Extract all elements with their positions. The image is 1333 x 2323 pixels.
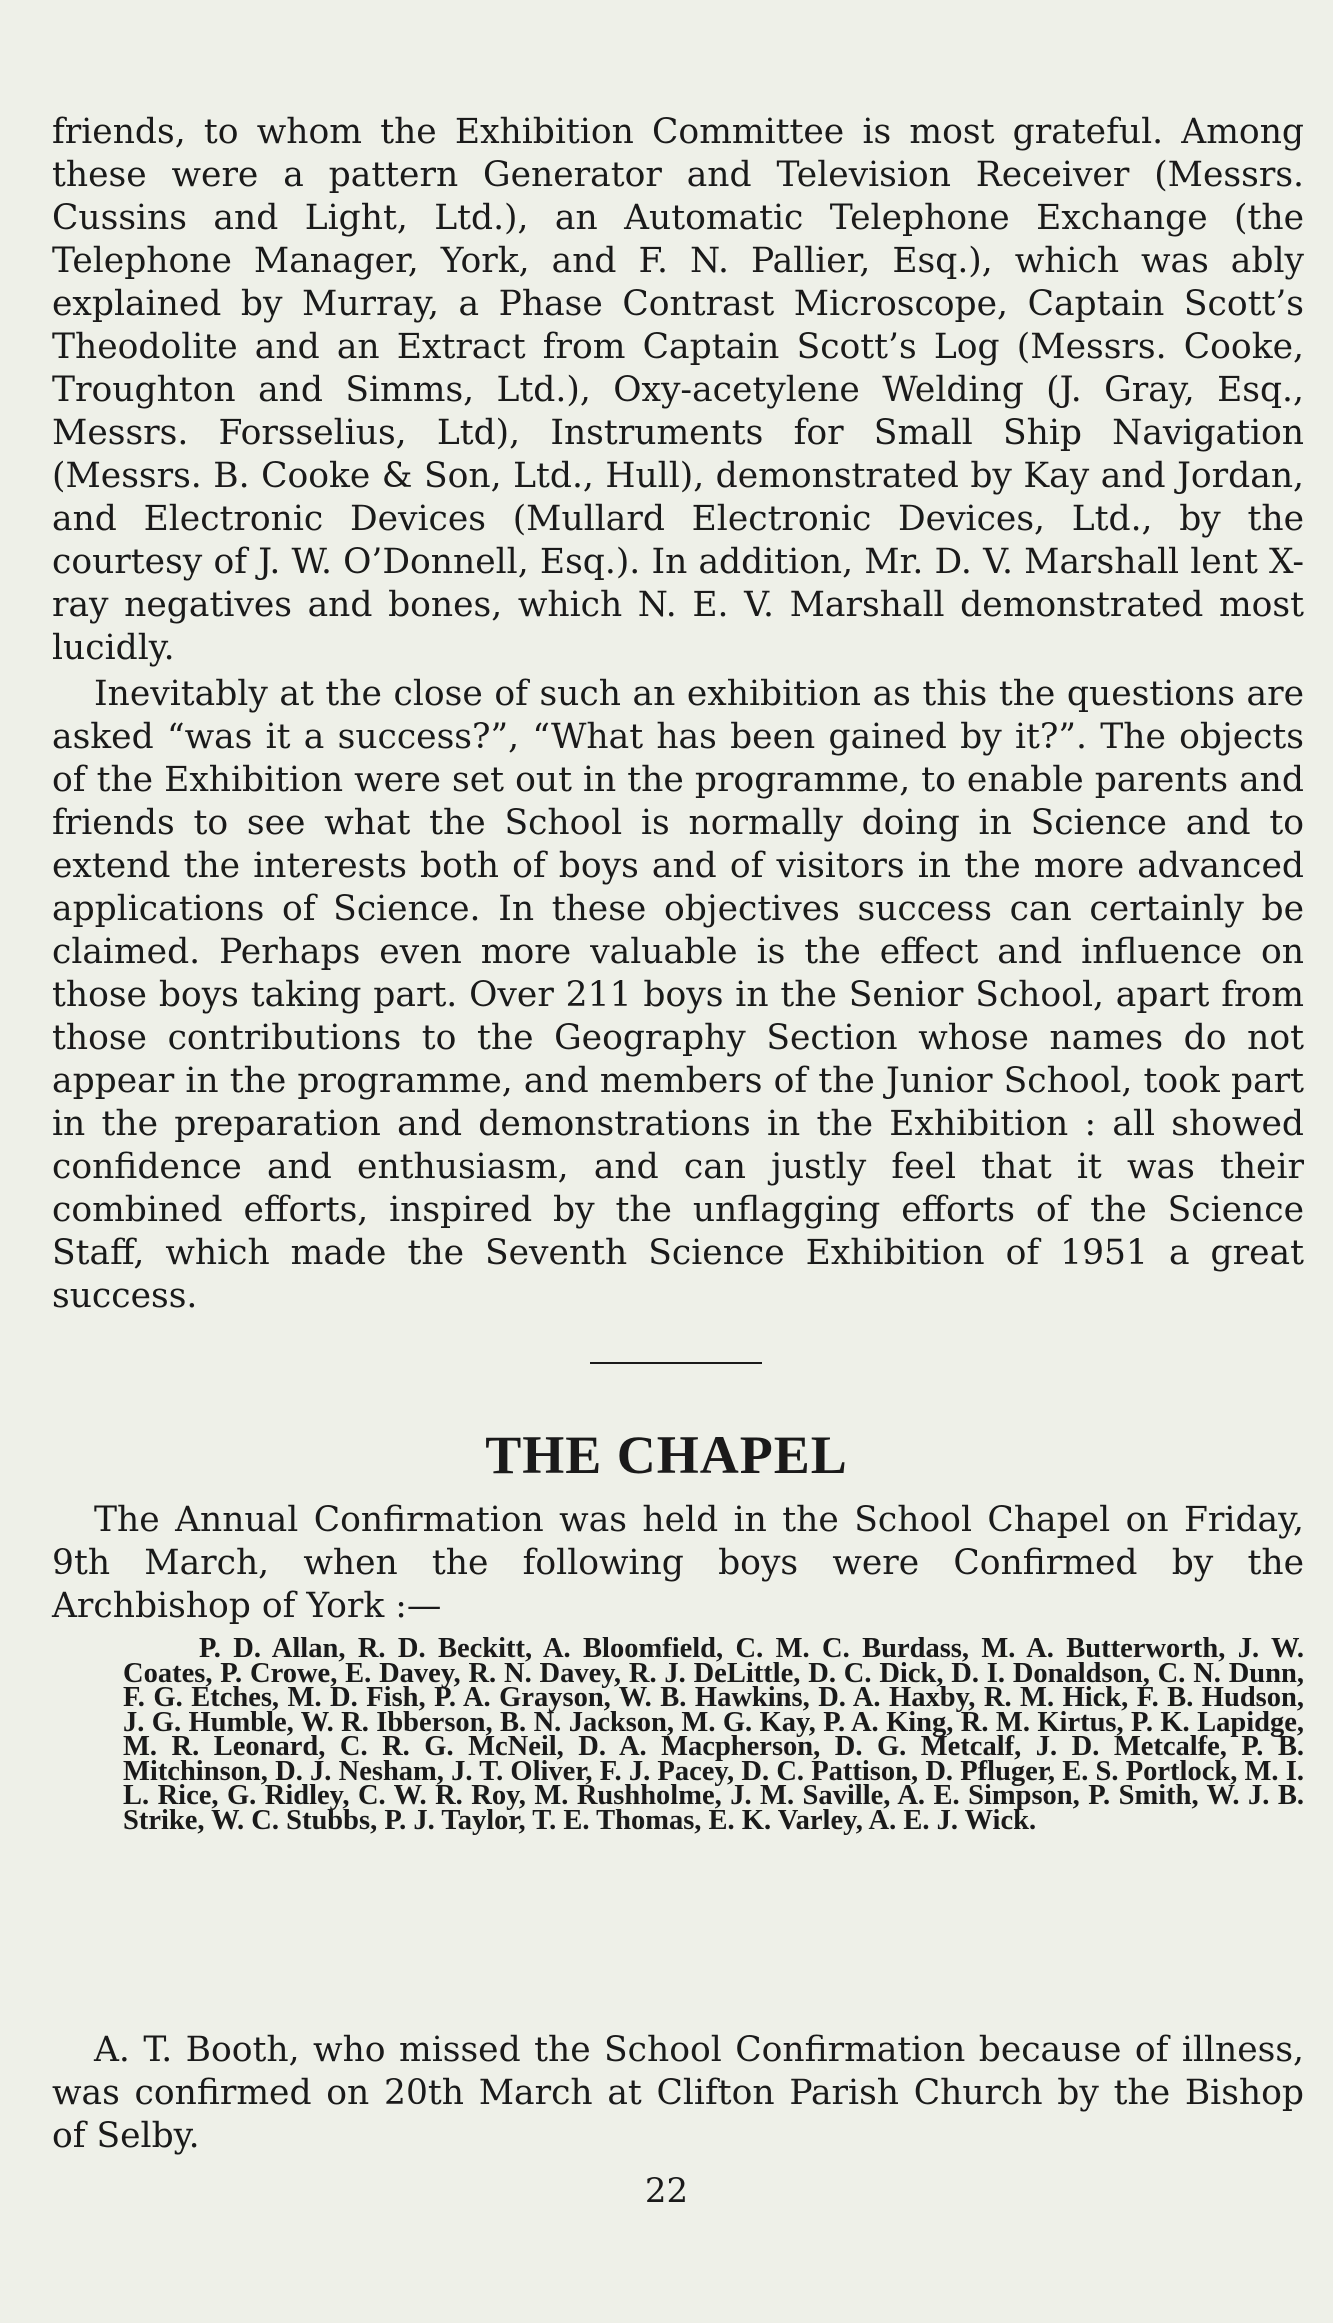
section-divider [590, 1362, 762, 1364]
exhibition-paragraph-2: Inevitably at the close of such an exhibition as this the questions are asked “was it a success?”, “What has been gained by it?”. The objects of the Exhibition were set out in the programme, to enable parents and friends to see what the School is normally doing in Science and to extend the interests both of boys and of visitors in the more advanced applications of Science. In these objectives success can certainly be claimed. Perhaps even more valuable is the effect and influence on those boys taking part. Over 211 boys in the Senior School, apart from those contributions to the Geography Section whose names do not appear in the programme, and members of the Junior School, took part in the preparation and demonstrations in the Exhibition : all showed confidence and enthusiasm, and can justly feel that it was their combined efforts, inspired by the unflagging efforts of the Science Staff, which made the Seventh Science Exhibition of 1951 a great success. [52, 674, 1304, 1316]
section-heading: THE CHAPEL [485, 1425, 848, 1485]
page-number: 22 [644, 2171, 689, 2211]
exhibition-paragraph-1: friends, to whom the Exhibition Committee is most grateful. Among these were a pattern Generator and Television Receiver (Messrs. Cussins and Light, Ltd.), an Automatic Telephone Exchange (the Telephone Manager, York, and F. N. Pallier, Esq.), which was ably explained by Murray, a Phase Contrast Microscope, Captain Scott’s Theodolite and an Extract from Captain Scott’s Log (Messrs. Cooke, Troughton and Simms, Ltd.), Oxy-acetylene Welding (J. Gray, Esq., Messrs. Forsselius, Ltd), Instruments for Small Ship Navigation (Messrs. B. Cooke & Son, Ltd., Hull), demonstrated by Kay and Jordan, and Electronic Devices (Mullard Electronic Devices, Ltd., by the courtesy of J. W. O’Donnell, Esq.). In addition, Mr. D. V. Marshall lent X-ray negatives and bones, which N. E. V. Marshall demonstrated most lucidly. [52, 112, 1304, 668]
chapel-intro-paragraph: The Annual Confirmation was held in the School Chapel on Friday, 9th March, when the following boys were Confirmed by the Archbishop of York :— [52, 1500, 1304, 1626]
confirmed-names-list: P. D. Allan, R. D. Beckitt, A. Bloomfield, C. M. C. Burdass, M. A. Butterworth, J. W. Coates, P. Crowe, E. Davey, R. N. Davey, R. J. DeLittle, D. C. Dick, D. I. Donaldson, C. N. Dunn, F. G. Etches, M. D. Fish, P. A. Grayson, W. B. Hawkins, D. A. Haxby, R. M. Hick, F. B. Hudson, J. G. Humble, W. R. Ibberson, B. N. Jackson, M. G. Kay, P. A. King, R. M. Kirtus, P. K. Lapidge, M. R. Leonard, C. R. G. McNeil, D. A. Macpherson, D. G. Metcalf, J. D. Metcalfe, P. B. Mitchinson, D. J. Nesham, J. T. Oliver, F. J. Pacey, D. C. Pattison, D. Pfluger, E. S. Portlock, M. I. L. Rice, G. Ridley, C. W. R. Roy, M. Rushholme, J. M. Saville, A. E. Simpson, P. Smith, W. J. B. Strike, W. C. Stubbs, P. J. Taylor, T. E. Thomas, E. K. Varley, A. E. J. Wick. [123, 1633, 1304, 1836]
chapel-closing-paragraph: A. T. Booth, who missed the School Confirmation because of illness, was confirmed on 20th March at Clifton Parish Church by the Bishop of Selby. [52, 2030, 1304, 2156]
